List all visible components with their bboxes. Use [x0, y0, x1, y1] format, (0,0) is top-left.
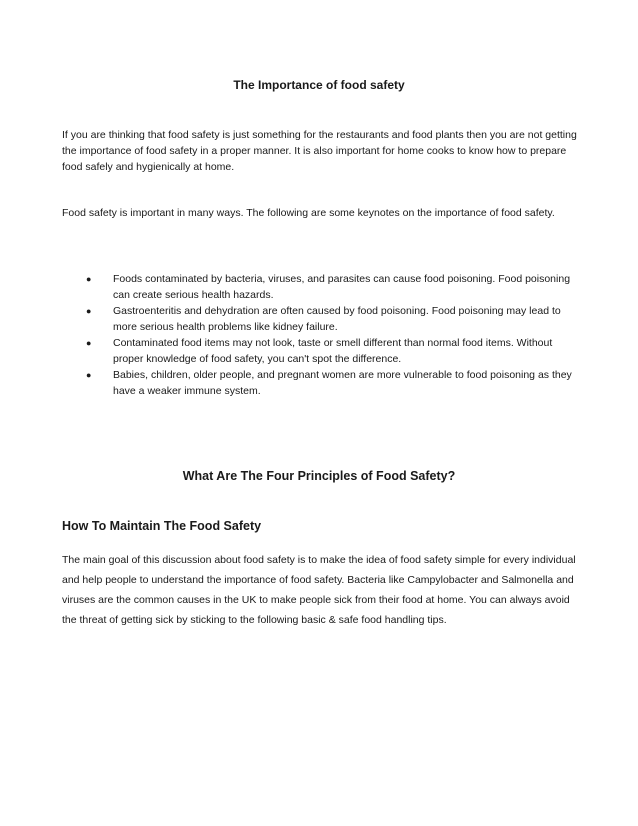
bullet-icon: ●: [86, 306, 92, 316]
list-item-text: Foods contaminated by bacteria, viruses, and parasites can cause food poisoning. Food poisoning can create serious health hazards.: [113, 273, 571, 301]
intro-paragraph: If you are thinking that food safety is just something for the restaurants and food plants then you are not getting the importance of food safety in a proper manner. It is also important for home cooks to know how to prepare food safely and hygienically at home.: [62, 129, 577, 173]
maintain-heading: How To Maintain The Food Safety: [62, 519, 262, 533]
list-item-text: Babies, children, older people, and pregnant women are more vulnerable to food poisoning as they have a weaker immune system.: [113, 369, 572, 397]
bullet-icon: ●: [86, 338, 92, 348]
list-item: [79, 271, 579, 303]
bullet-icon: ●: [86, 370, 92, 380]
main-goal-paragraph: The main goal of this discussion about food safety is to make the idea of food safety simple for every individual and help people to understand the importance of food safety. Bacteria like Campylobacter and Salmonella and viruses are the common causes in the UK to make people sick from their food at home. You can always avoid the threat of getting sick by sticking to the following basic & safe food handling tips.: [62, 554, 576, 626]
principles-heading: What Are The Four Principles of Food Safety?: [182, 469, 456, 483]
list-item: [79, 335, 579, 367]
list-item-text: Contaminated food items may not look, taste or smell different than normal food items. Without proper knowledge of food safety, you can't spot the difference.: [113, 337, 553, 365]
keynotes-paragraph: Food safety is important in many ways. The following are some keynotes on the importance of food safety.: [62, 207, 555, 219]
list-item: [79, 303, 579, 335]
document-title: The Importance of food safety: [233, 78, 405, 92]
keynotes-list: [79, 271, 579, 399]
bullet-icon: ●: [86, 274, 92, 284]
list-item: [79, 367, 579, 399]
list-item-text: Gastroenteritis and dehydration are often caused by food poisoning. Food poisoning may lead to more serious health problems like kidney failure.: [113, 305, 561, 333]
